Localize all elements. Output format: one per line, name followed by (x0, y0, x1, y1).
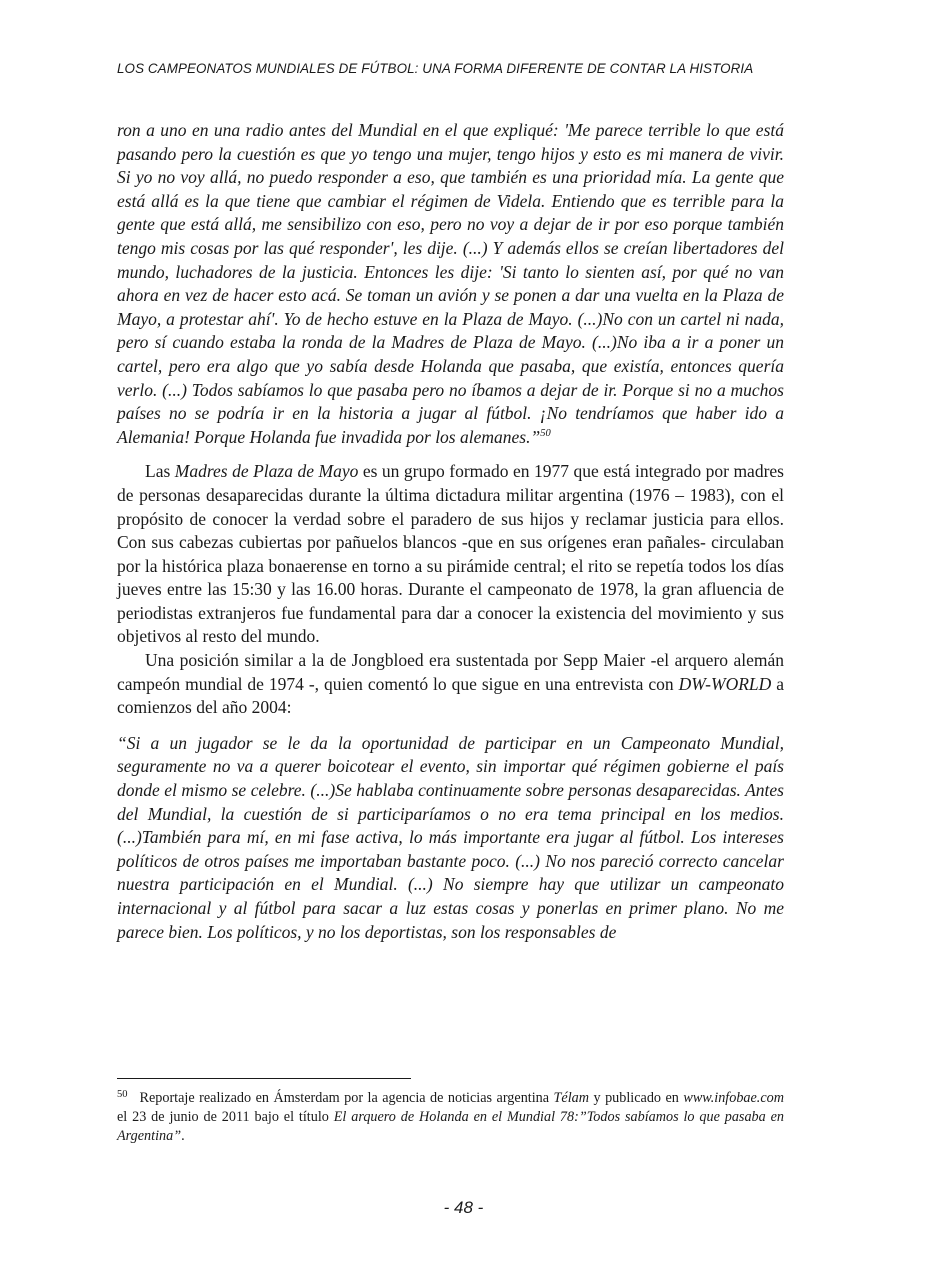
footnote-number: 50 (117, 1089, 128, 1100)
footnote-link: www.infobae.com (683, 1090, 784, 1106)
footnote-text: . (181, 1128, 185, 1145)
footnote-emphasis: Télam (553, 1090, 590, 1106)
footnote-text: el 23 de junio de 2011 bajo el título (117, 1109, 334, 1126)
page-body (117, 119, 784, 944)
paragraph-text: a comienzos del año 2004: (117, 673, 784, 718)
paragraph-text: Las (145, 461, 175, 482)
footnote (117, 1089, 784, 1147)
footnote-text: y publicado en (589, 1090, 684, 1106)
running-header: LOS CAMPEONATOS MUNDIALES DE FÚTBOL: UNA FORMA DIFERENTE DE CONTAR LA HISTORIA (117, 61, 754, 76)
paragraph-text: es un grupo formado en 1977 que está integrado por madres de personas desaparecidas durante la última dictadura militar argentina (1976 – 1983), con el propósito de conocer la verdad sobre el paradero de sus hijos y reclamar justicia para ellos. Con sus cabezas cubiertas por pañuelos blancos -que en sus orígenes eran pañales- circulaban por la histórica plaza bonaerense en torno a su pirámide central; el rito se repetía todos los días jueves entre las 15:30 y las 16.00 horas. Durante el campeonato de 1978, la gran afluencia de periodistas extranjeros fue fundamental para dar a conocer la existencia del movimiento y sus objetivos al resto del mundo. (117, 461, 784, 647)
block-quote-jongbloed (117, 119, 784, 449)
block-quote-maier: “Si a un jugador se le da la oportunidad de participar en un Campeonato Mundial, seguramente no va a querer boicotear el evento, sin importar qué régimen gobierne el país donde el mismo se celebre. (...)Se hablaba continuamente sobre personas desaparecidas. Antes del Mundial, la cuestión de si participaríamos o no era tema principal en los medios. (...)También para mí, en mi fase activa, lo más importante era jugar al fútbol. Los intereses políticos de otros países me importaban bastante poco. (...) No nos pareció correcto cancelar nuestra participación en el Mundial. (...) No siempre hay que utilizar un campeonato internacional y al fútbol para sacar a luz estas cosas y ponerlas en primer plano. No me parece bien. Los políticos, y no los deportistas, son los responsables de (117, 732, 784, 942)
paragraph-text: Una posición similar a la de Jongbloed era sustentada por Sepp Maier -el arquero alemán campeón mundial de 1974 -, quien comentó lo que sigue en una entrevista con (117, 650, 784, 694)
footnote-reference[interactable]: 50 (540, 427, 551, 439)
paragraph-madres-plaza-de-mayo (117, 460, 784, 649)
footnote-emphasis: El arquero de Holanda en el Mundial 78:”Todos sabíamos lo que pasaba en Argentina” (117, 1109, 784, 1145)
paragraph-emphasis: Madres de Plaza de Mayo (174, 461, 359, 482)
page-number: - 48 - (443, 1198, 484, 1217)
paragraph-sepp-maier (117, 649, 784, 720)
paragraph-emphasis: DW-WORLD (678, 673, 772, 694)
quote-text: ron a uno en una radio antes del Mundial en el que expliqué: 'Me parece terrible lo que está pasando pero la cuestión es que yo tengo una mujer, tengo hijos y esto es mi manera de vivir. Si yo no voy allá, no puedo responder a eso, que también es una prioridad mía. La gente que está allá es la que tiene que cambiar el régimen de Videla. Entiendo que es terrible para la gente que está allá, me sensibilizo con eso, pero no voy a dejar de ir por eso porque también tengo mis cosas por las qué responder', les dije. (...) Y además ellos se creían libertadores del mundo, luchadores de la justicia. Entonces les dije: 'Si tanto lo sienten así, por qué no van ahora en vez de hacer esto acá. Se toman un avión y se ponen a dar una vuelta en la Plaza de Mayo, a protestar ahí'. Yo de hecho estuve en la Plaza de Mayo. (...)No con un cartel ni nada, pero sí cuando estaba la ronda de la Madres de Plaza de Mayo. (...)No iba a ir a poner un cartel, pero era algo que yo sabía desde Holanda que pasaba, que existía, entonces quería verlo. (...) Todos sabíamos lo que pasaba pero no íbamos a dejar de ir. Porque si no a muchos países no se podría ir en la historia a jugar al fútbol. ¡No tendríamos que haber ido a Alemania! Porque Holanda fue invadida por los alemanes.” (117, 120, 784, 447)
footnote-text: Reportaje realizado en Ámsterdam por la agencia de noticias argentina (139, 1090, 554, 1106)
footnote-divider (117, 1078, 411, 1079)
